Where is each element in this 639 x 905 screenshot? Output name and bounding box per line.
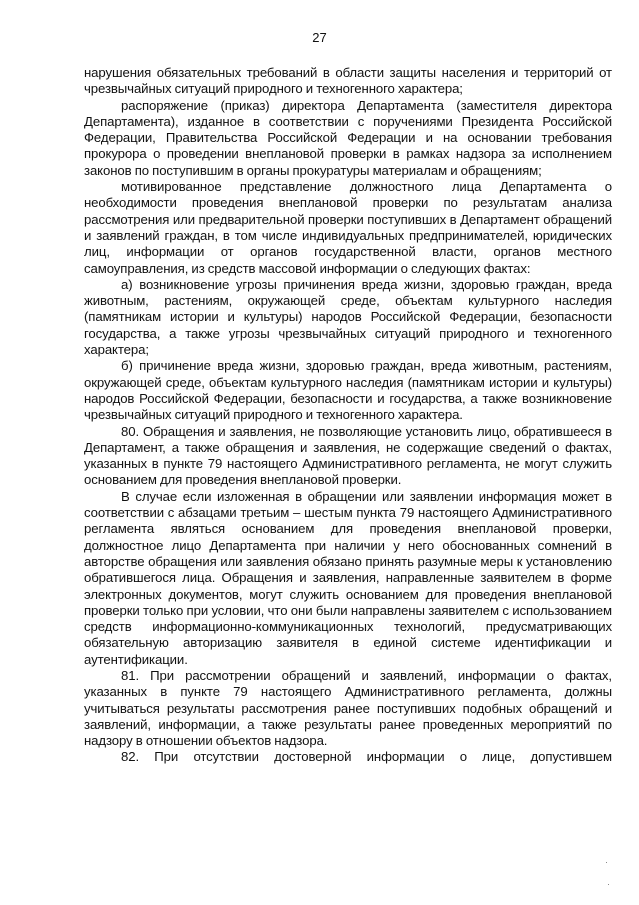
page-number: 27 [312, 30, 327, 45]
scan-speck [608, 884, 609, 885]
paragraph-clause-80: 80. Обращения и заявления, не позволяющие установить лицо, обратившееся в Департамент, а также обращения и заявления, не содержащие сведений о фактах, указанных в пункте 79 настоящего Административного регламента, не могут служить основанием для проведения внеплановой проверки. [84, 423, 612, 488]
paragraph-item-b-harm: б) причинение вреда жизни, здоровью граждан, вреда животным, растениям, окружающей среде, объектам культурного наследия (памятникам истории и культуры) народов Российской Федерации, безопасности и государства, а также возникновение чрезвычайных ситуаций природного и техногенного характера. [84, 358, 612, 423]
document-text-body [84, 65, 612, 766]
paragraph-clause-81: 81. При рассмотрении обращений и заявлений, информации о фактах, указанных в пункте 79 настоящего Административного регламента, должны учитываться результаты рассмотрения ранее поступивших подобных обращений и заявлений, информации, а также результаты ранее проведенных мероприятий по надзору в отношении объектов надзора. [84, 667, 612, 749]
paragraph-clause-82-start: 82. При отсутствии достоверной информации о лице, допустившем [121, 749, 612, 765]
paragraph-motivated-submission: мотивированное представление должностного лица Департамента о необходимости проведения внеплановой проверки по результатам анализа рассмотрения или предварительной проверки поступивших в Департамент обращений и заявлений граждан, в том числе индивидуальных предпринимателей, юридических лиц, информации от органов государственной власти, органов местного самоуправления, из средств массовой информации о следующих фактах: [84, 179, 612, 276]
paragraph-hazard-violations-continued: нарушения обязательных требований в области защиты населения и территорий от чрезвычайных ситуаций природного и техногенного характера; [84, 65, 612, 97]
paragraph-director-order: распоряжение (приказ) директора Департамента (заместителя директора Департамента), изданное в соответствии с поручениями Президента Российской Федерации, Правительства Российской Федерации и на основании требования прокурора о проведении внеплановой проверки в рамках надзора за исполнением законов по поступившим в органы прокуратуры материалам и обращениям; [84, 97, 612, 178]
paragraph-item-a-threat: а) возникновение угрозы причинения вреда жизни, здоровью граждан, вреда животным, растениям, окружающей среде, объектам культурного наследия (памятникам истории и культуры) народов Российской Федерации, безопасности государства, а также угрозы чрезвычайных ситуаций природного и техногенного характера; [84, 276, 612, 358]
paragraph-clause-80-case: В случае если изложенная в обращении или заявлении информация может в соответствии с абзацами третьим – шестым пункта 79 настоящего Административного регламента являться основанием для проведения внеплановой проверки, должностное лицо Департамента при наличии у него обоснованных сомнений в авторстве обращения или заявления обязано принять разумные меры к установлению обратившегося лица. Обращения и заявления, направленные заявителем в форме электронных документов, могут служить основанием для проведения внеплановой проверки только при условии, что они были направлены заявителем с использованием средств информационно-коммуникационных технологий, предусматривающих обязательную авторизацию заявителя в единой системе идентификации и аутентификации. [84, 488, 612, 667]
scan-speck [606, 862, 607, 863]
